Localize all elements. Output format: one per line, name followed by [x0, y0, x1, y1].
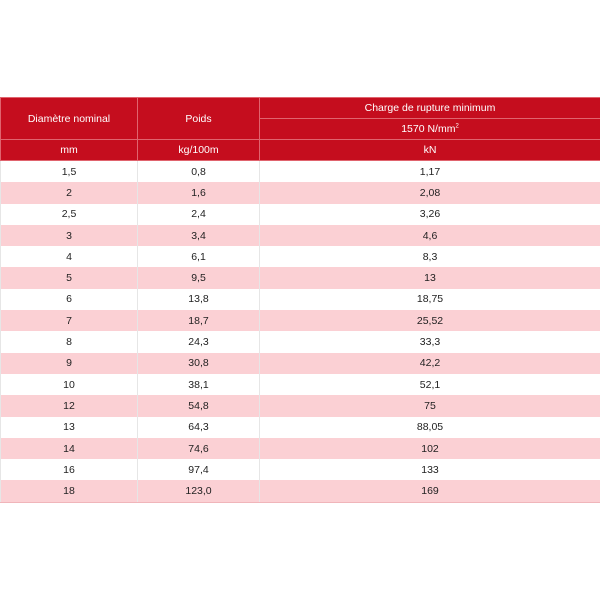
table-row [1, 353, 600, 374]
table-row [1, 480, 600, 502]
breaking-load-cell: 4,6 [260, 225, 600, 246]
diameter-cell: 5 [1, 267, 138, 288]
table-row [1, 374, 600, 395]
diameter-cell: 4 [1, 246, 138, 267]
table-row [1, 438, 600, 459]
weight-cell: 18,7 [138, 310, 260, 331]
weight-cell: 97,4 [138, 459, 260, 480]
diameter-cell: 2,5 [1, 204, 138, 225]
breaking-load-cell: 133 [260, 459, 600, 480]
weight-cell: 3,4 [138, 225, 260, 246]
breaking-load-cell: 1,17 [260, 161, 600, 183]
table-row [1, 225, 600, 246]
weight-cell: 30,8 [138, 353, 260, 374]
header-breaking-load-spec-text: 1570 N/mm [401, 123, 456, 135]
weight-cell: 64,3 [138, 417, 260, 438]
breaking-load-cell: 169 [260, 480, 600, 502]
table-row [1, 310, 600, 331]
table-row [1, 182, 600, 203]
table-row [1, 161, 600, 183]
diameter-cell: 9 [1, 353, 138, 374]
diameter-cell: 12 [1, 395, 138, 416]
table-row [1, 459, 600, 480]
diameter-cell: 10 [1, 374, 138, 395]
table-header [1, 98, 600, 161]
diameter-cell: 8 [1, 331, 138, 352]
breaking-load-cell: 2,08 [260, 182, 600, 203]
header-breaking-load: Charge de rupture minimum [260, 98, 600, 119]
table-row [1, 331, 600, 352]
table-body [1, 161, 600, 503]
weight-cell: 9,5 [138, 267, 260, 288]
diameter-cell: 7 [1, 310, 138, 331]
specs-table-container [0, 97, 600, 503]
weight-cell: 0,8 [138, 161, 260, 183]
breaking-load-cell: 8,3 [260, 246, 600, 267]
weight-cell: 38,1 [138, 374, 260, 395]
diameter-cell: 6 [1, 289, 138, 310]
breaking-load-cell: 33,3 [260, 331, 600, 352]
weight-cell: 1,6 [138, 182, 260, 203]
diameter-cell: 2 [1, 182, 138, 203]
header-breaking-load-spec-sup: 2 [455, 123, 459, 130]
table-row [1, 246, 600, 267]
table-row [1, 289, 600, 310]
header-weight: Poids [138, 98, 260, 140]
specs-table [0, 97, 600, 503]
breaking-load-cell: 3,26 [260, 204, 600, 225]
weight-cell: 74,6 [138, 438, 260, 459]
breaking-load-cell: 102 [260, 438, 600, 459]
weight-cell: 6,1 [138, 246, 260, 267]
breaking-load-cell: 42,2 [260, 353, 600, 374]
weight-cell: 123,0 [138, 480, 260, 502]
table-row [1, 204, 600, 225]
weight-cell: 54,8 [138, 395, 260, 416]
weight-cell: 24,3 [138, 331, 260, 352]
table-row [1, 417, 600, 438]
breaking-load-cell: 75 [260, 395, 600, 416]
unit-weight: kg/100m [138, 140, 260, 161]
diameter-cell: 13 [1, 417, 138, 438]
table-row [1, 267, 600, 288]
breaking-load-cell: 25,52 [260, 310, 600, 331]
breaking-load-cell: 13 [260, 267, 600, 288]
diameter-cell: 14 [1, 438, 138, 459]
unit-breaking-load: kN [260, 140, 600, 161]
header-breaking-load-spec [260, 119, 600, 140]
weight-cell: 13,8 [138, 289, 260, 310]
diameter-cell: 3 [1, 225, 138, 246]
breaking-load-cell: 18,75 [260, 289, 600, 310]
unit-diameter: mm [1, 140, 138, 161]
diameter-cell: 1,5 [1, 161, 138, 183]
breaking-load-cell: 52,1 [260, 374, 600, 395]
breaking-load-cell: 88,05 [260, 417, 600, 438]
table-row [1, 395, 600, 416]
header-diameter: Diamètre nominal [1, 98, 138, 140]
weight-cell: 2,4 [138, 204, 260, 225]
diameter-cell: 16 [1, 459, 138, 480]
diameter-cell: 18 [1, 480, 138, 502]
